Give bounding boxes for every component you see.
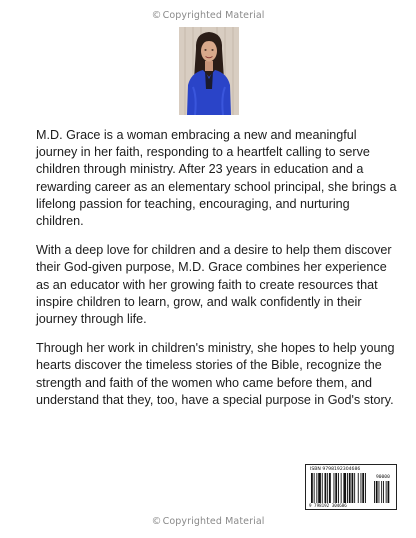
bio-paragraph: M.D. Grace is a woman embracing a new and meaningful journey in her faith, responding to a heartfelt calling to serve children through ministry. After 23 years in education and a rewarding career as an elementary school principal, she brings a lifelong passion for teaching, encouraging, and nurturing children.: [36, 128, 397, 229]
isbn-label: ISBN 9798192304686: [310, 467, 361, 472]
copyright-watermark-bottom: [0, 516, 416, 527]
copyright-icon: ©: [151, 516, 162, 527]
price-code: 90000: [376, 475, 390, 480]
watermark-text: Copyrighted Material: [162, 10, 265, 21]
bio-paragraph: With a deep love for children and a desire to help them discover their God-given purpose, M.D. Grace combines her experience as an educator with her growing faith to create resources that inspire children to learn, grow, and walk confidently in their journey through life.: [36, 243, 392, 327]
barcode-digits: 9 798192 304686: [309, 503, 347, 508]
author-bio: [36, 127, 398, 421]
bio-paragraph: Through her work in children's ministry, she hopes to help young hearts discover the timeless stories of the Bible, recognize the strength and faith of the women who came before them, and understand that they, too, have a special purpose in God's story.: [36, 341, 395, 407]
copyright-watermark-top: [0, 10, 416, 21]
watermark-text: Copyrighted Material: [162, 516, 265, 527]
isbn-barcode: [305, 464, 397, 510]
copyright-icon: ©: [151, 10, 162, 21]
author-portrait-icon: [179, 27, 239, 115]
author-photo: [179, 27, 239, 115]
